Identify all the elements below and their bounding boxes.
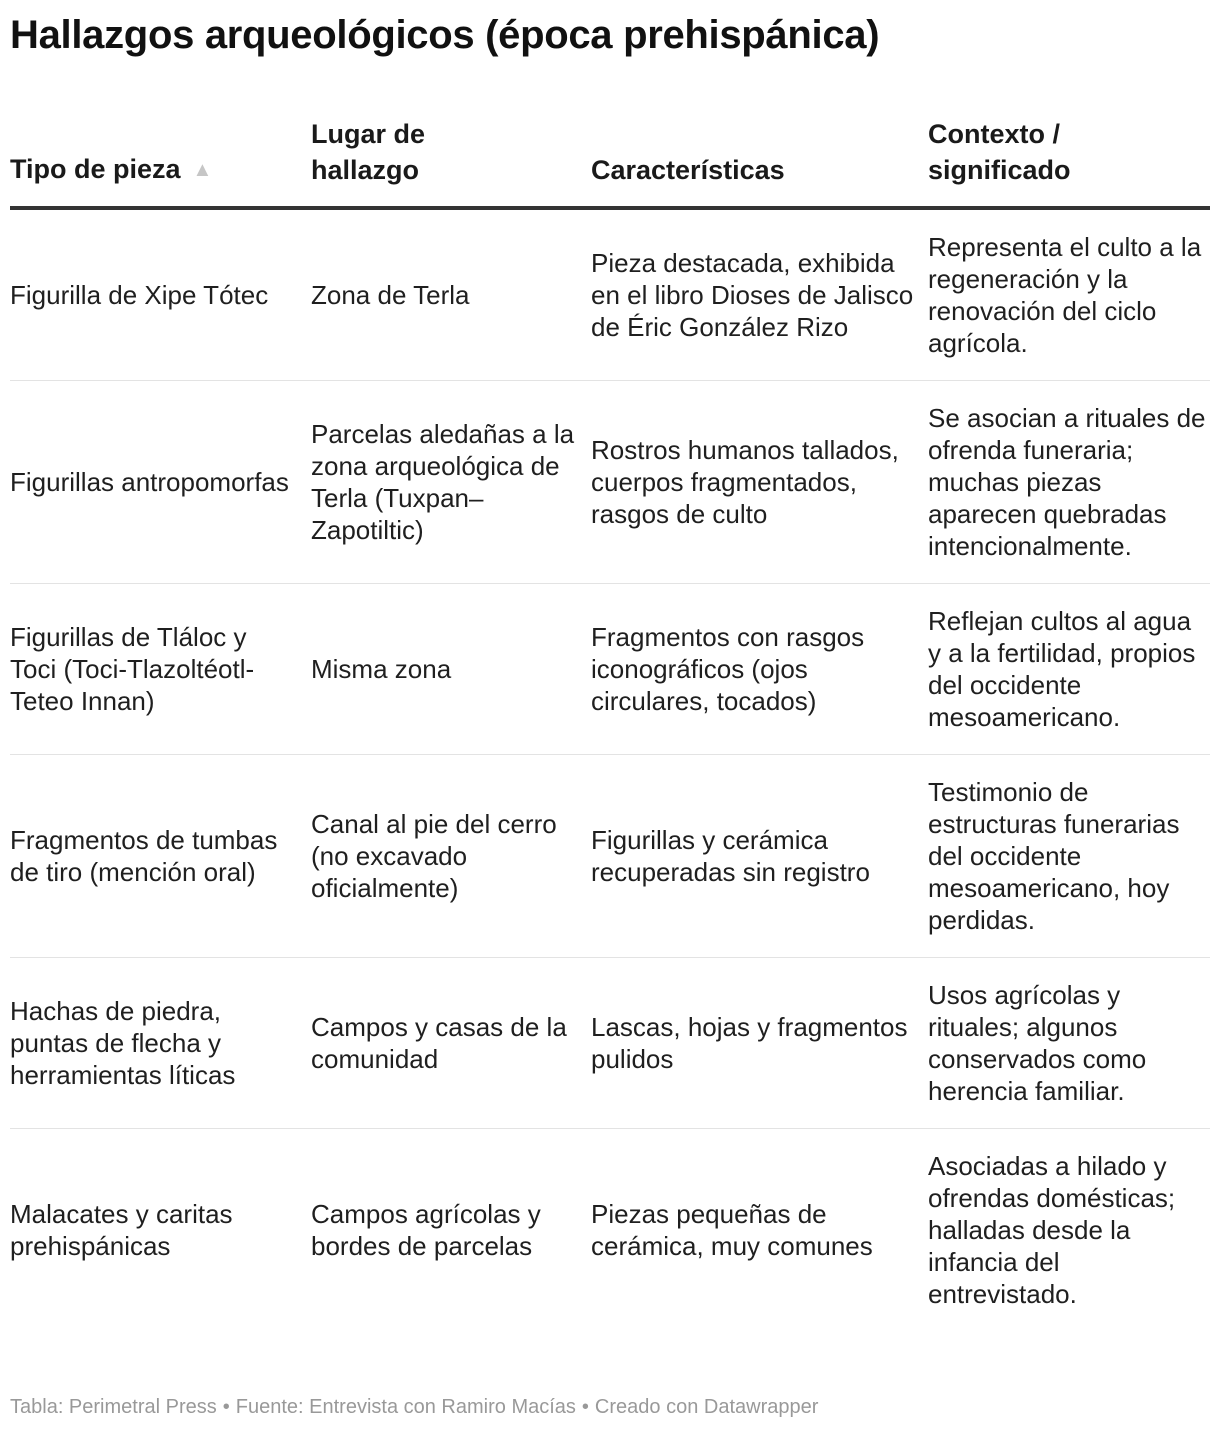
footer-credit: Tabla: Perimetral Press <box>10 1396 217 1418</box>
table-row <box>10 584 1210 755</box>
cell-contexto: Representa el culto a la regeneración y la renovación del ciclo agrícola. <box>928 208 1210 381</box>
cell-tipo: Figurillas antropomorfas <box>10 381 311 584</box>
cell-contexto: Reflejan cultos al agua y a la fertilidad, propios del occidente mesoamericano. <box>928 584 1210 755</box>
cell-caracteristicas: Figurillas y cerámica recuperadas sin registro <box>591 755 928 958</box>
table-row <box>10 1129 1210 1332</box>
table-header-row <box>10 116 1210 208</box>
cell-lugar: Misma zona <box>311 584 591 755</box>
cell-lugar: Parcelas aledañas a la zona arqueológica de Terla (Tuxpan–Zapotiltic) <box>311 381 591 584</box>
footer-separator: • <box>581 1396 589 1418</box>
findings-table <box>10 116 1210 1331</box>
cell-caracteristicas: Fragmentos con rasgos iconográficos (ojos circulares, tocados) <box>591 584 928 755</box>
cell-caracteristicas: Pieza destacada, exhibida en el libro Dioses de Jalisco de Éric González Rizo <box>591 208 928 381</box>
cell-lugar: Campos y casas de la comunidad <box>311 958 591 1129</box>
cell-contexto: Usos agrícolas y rituales; algunos conservados como herencia familiar. <box>928 958 1210 1129</box>
table-row <box>10 381 1210 584</box>
cell-tipo: Figurilla de Xipe Tótec <box>10 208 311 381</box>
cell-contexto: Testimonio de estructuras funerarias del occidente mesoamericano, hoy perdidas. <box>928 755 1210 958</box>
cell-caracteristicas: Lascas, hojas y fragmentos pulidos <box>591 958 928 1129</box>
cell-tipo: Fragmentos de tumbas de tiro (mención oral) <box>10 755 311 958</box>
cell-caracteristicas: Piezas pequeñas de cerámica, muy comunes <box>591 1199 873 1261</box>
table-row <box>10 208 1210 381</box>
cell-contexto: Asociadas a hilado y ofrendas domésticas; halladas desde la infancia del entrevistado. <box>928 1151 1176 1309</box>
cell-lugar: Zona de Terla <box>311 208 591 381</box>
column-header-contexto[interactable]: Contexto / significado <box>928 116 1210 208</box>
cell-contexto: Se asocian a rituales de ofrenda funeraria; muchas piezas aparecen quebradas intencionalmente. <box>928 381 1210 584</box>
table-row <box>10 958 1210 1129</box>
cell-tipo: Hachas de piedra, puntas de flecha y herramientas líticas <box>10 958 311 1129</box>
cell-lugar: Campos agrícolas y bordes de parcelas <box>311 1199 541 1261</box>
column-header-tipo-label: Tipo de pieza <box>10 154 181 184</box>
cell-tipo: Figurillas de Tláloc y Toci (Toci-Tlazoltéotl-Teteo Innan) <box>10 584 311 755</box>
footer-tool-link[interactable]: Creado con Datawrapper <box>594 1396 819 1418</box>
table-row <box>10 755 1210 958</box>
cell-lugar: Canal al pie del cerro (no excavado oficialmente) <box>311 755 591 958</box>
cell-caracteristicas: Rostros humanos tallados, cuerpos fragmentados, rasgos de culto <box>591 381 928 584</box>
column-header-caracteristicas[interactable]: Características <box>591 116 928 208</box>
footer-separator: • <box>222 1396 230 1418</box>
column-header-tipo[interactable] <box>10 116 311 208</box>
sort-ascending-icon[interactable]: ▲ <box>192 159 213 181</box>
footer-credits <box>10 1394 818 1420</box>
cell-tipo: Malacates y caritas prehispánicas <box>10 1199 233 1261</box>
footer-source: Fuente: Entrevista con Ramiro Macías <box>235 1396 576 1418</box>
page-title: Hallazgos arqueológicos (época prehispánica) <box>10 13 880 57</box>
column-header-lugar[interactable]: Lugar de hallazgo <box>311 116 591 208</box>
